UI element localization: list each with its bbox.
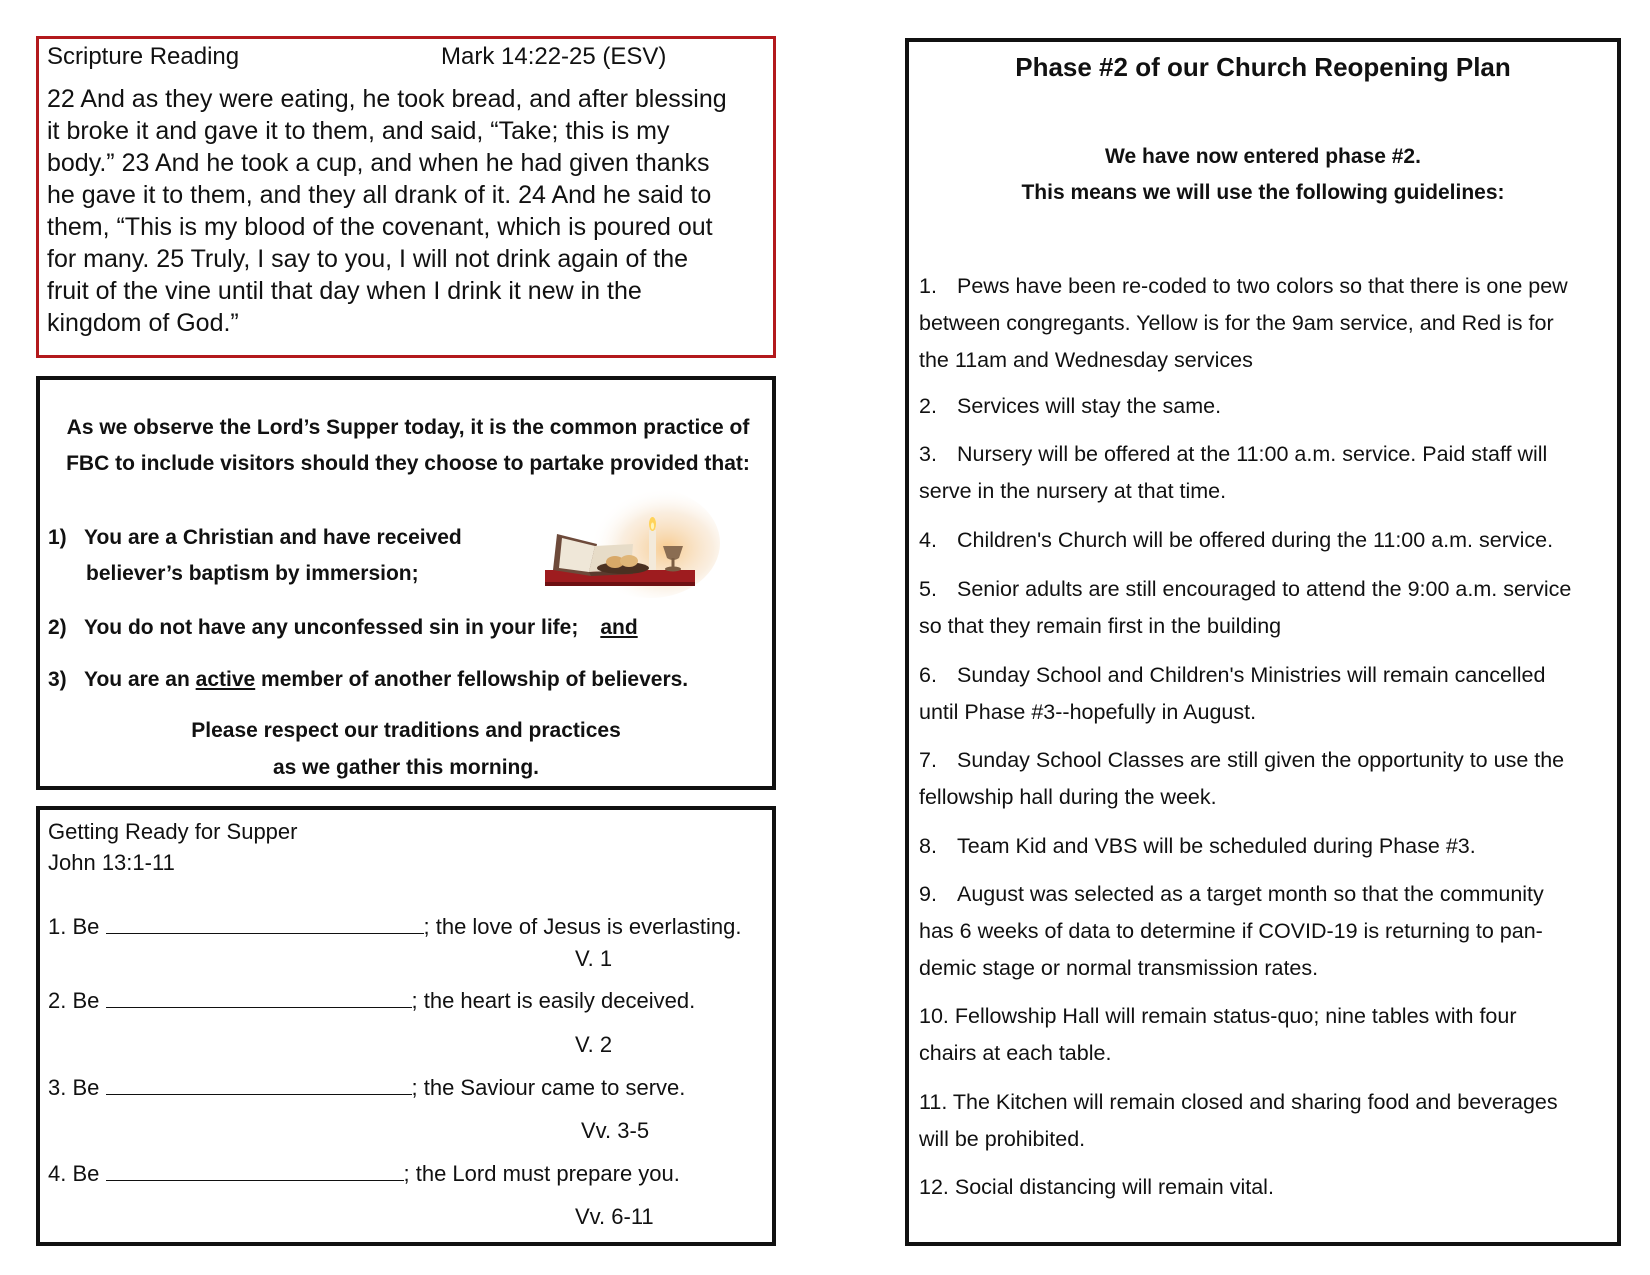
fill-in-prefix: 4. Be xyxy=(48,1161,100,1186)
condition-underlined-word: active xyxy=(195,668,256,691)
fill-in-suffix: ; the love of Jesus is everlasting. xyxy=(423,914,742,939)
condition-2 xyxy=(48,610,638,646)
scripture-line: it broke it and gave it to them, and said, “Take; this is my xyxy=(47,117,670,145)
reopening-plan-box xyxy=(905,38,1621,1246)
fill-in-prefix: 2. Be xyxy=(48,988,100,1013)
verse-reference: V. 1 xyxy=(575,946,613,971)
guideline-text: Sunday School Classes are still given the opportunity to use the xyxy=(957,748,1565,772)
scripture-line: he gave it to them, and they all drank of it. 24 And he said to xyxy=(47,181,712,209)
condition-text: member of another fellowship of believers. xyxy=(261,668,689,691)
fill-in-suffix: ; the heart is easily deceived. xyxy=(411,988,696,1013)
scripture-heading: Scripture Reading xyxy=(47,43,240,70)
guideline-text: demic stage or normal transmission rates. xyxy=(919,956,1319,980)
guideline-item xyxy=(919,657,1619,731)
scripture-line: kingdom of God.” xyxy=(47,309,239,337)
phase-entered-notice xyxy=(909,139,1617,211)
condition-text: You do not have any unconfessed sin in your life; xyxy=(84,616,579,639)
closing-line: Please respect our traditions and practices xyxy=(191,719,621,742)
scripture-reference: Mark 14:22-25 (ESV) xyxy=(441,43,667,70)
guideline-number: 5. xyxy=(919,577,937,601)
guideline-text: August was selected as a target month so that the community xyxy=(957,882,1544,906)
verse-reference: V. 2 xyxy=(575,1032,613,1057)
guideline-text: Services will stay the same. xyxy=(957,394,1222,418)
condition-number: 3) xyxy=(48,668,67,691)
guideline-item xyxy=(919,268,1619,379)
guideline-number: 2. xyxy=(919,394,937,418)
fill-in-suffix: ; the Saviour came to serve. xyxy=(411,1075,686,1100)
guideline-number: 1. xyxy=(919,274,937,298)
scripture-header xyxy=(47,43,765,77)
guideline-item xyxy=(919,742,1619,816)
fill-in-blank[interactable] xyxy=(106,989,412,1008)
guideline-item xyxy=(919,1169,1619,1206)
guideline-text: Nursery will be offered at the 11:00 a.m. service. Paid staff will xyxy=(957,442,1548,466)
guideline-text: serve in the nursery at that time. xyxy=(919,479,1227,503)
condition-text: believer’s baptism by immersion; xyxy=(86,562,419,585)
supper-intro-line: As we observe the Lord’s Supper today, it is the common practice of xyxy=(66,416,750,439)
guideline-text: Children's Church will be offered during the 11:00 a.m. service. xyxy=(957,528,1554,552)
communion-bread-cup-candle-icon xyxy=(545,488,720,598)
condition-1 xyxy=(48,520,462,592)
guideline-number: 11. xyxy=(919,1090,948,1114)
guideline-text: chairs at each table. xyxy=(919,1041,1112,1065)
reopening-plan-title: Phase #2 of our Church Reopening Plan xyxy=(1015,52,1511,82)
fill-in-blank[interactable] xyxy=(106,915,424,934)
notice-line: We have now entered phase #2. xyxy=(1105,145,1421,168)
guideline-text: Senior adults are still encouraged to attend the 9:00 a.m. service xyxy=(957,577,1572,601)
ready-title: Getting Ready for Supper xyxy=(48,819,298,844)
guideline-text: Social distancing will remain vital. xyxy=(954,1175,1274,1199)
guideline-number: 10. xyxy=(919,1004,949,1028)
scripture-line: 22 And as they were eating, he took bread, and after blessing xyxy=(47,85,727,113)
guideline-item xyxy=(919,1084,1619,1158)
guideline-item xyxy=(919,998,1619,1072)
guideline-number: 6. xyxy=(919,663,937,687)
condition-number: 2) xyxy=(48,616,67,639)
verse-reference: Vv. 6-11 xyxy=(575,1204,654,1229)
condition-text: You are a Christian and have received xyxy=(84,526,462,549)
fill-in-suffix: ; the Lord must prepare you. xyxy=(403,1161,680,1186)
fill-in-blank[interactable] xyxy=(106,1162,404,1181)
closing-line: as we gather this morning. xyxy=(272,756,540,779)
guideline-item xyxy=(919,436,1619,510)
scripture-text xyxy=(47,83,765,339)
condition-3 xyxy=(48,662,688,698)
guideline-number: 8. xyxy=(919,834,937,858)
lords-supper-box xyxy=(36,376,776,790)
guideline-text: the 11am and Wednesday services xyxy=(919,348,1253,372)
guideline-text: until Phase #3--hopefully in August. xyxy=(919,700,1257,724)
fill-in-prefix: 1. Be xyxy=(48,914,100,939)
guideline-text: fellowship hall during the week. xyxy=(919,785,1217,809)
supper-closing xyxy=(40,712,772,786)
scripture-line: fruit of the vine until that day when I drink it new in the xyxy=(47,277,642,305)
fill-in-prefix: 3. Be xyxy=(48,1075,100,1100)
fill-in-item-4 xyxy=(48,1161,680,1187)
fill-in-item-3 xyxy=(48,1075,685,1101)
scripture-line: for many. 25 Truly, I say to you, I will not drink again of the xyxy=(47,245,689,273)
scripture-reading-box xyxy=(36,36,776,358)
guideline-text: Team Kid and VBS will be scheduled during Phase #3. xyxy=(957,834,1476,858)
supper-intro-line: FBC to include visitors should they choose to partake provided that: xyxy=(66,452,750,475)
getting-ready-box xyxy=(36,806,776,1246)
guideline-text: Pews have been re-coded to two colors so that there is one pew xyxy=(957,274,1568,298)
condition-number: 1) xyxy=(48,526,67,549)
guideline-item xyxy=(919,571,1619,645)
scripture-line: them, “This is my blood of the covenant, which is poured out xyxy=(47,213,713,241)
guideline-number: 7. xyxy=(919,748,937,772)
guideline-number: 3. xyxy=(919,442,937,466)
condition-text: You are an xyxy=(84,668,190,691)
guideline-item xyxy=(919,522,1619,559)
scripture-line: body.” 23 And he took a cup, and when he had given thanks xyxy=(47,149,710,177)
guideline-number: 12. xyxy=(919,1175,949,1199)
guideline-text: between congregants. Yellow is for the 9am service, and Red is for xyxy=(919,311,1554,335)
guideline-text: will be prohibited. xyxy=(919,1127,1086,1151)
guideline-text: Fellowship Hall will remain status-quo; nine tables with four xyxy=(954,1004,1517,1028)
fill-in-item-2 xyxy=(48,988,695,1014)
supper-intro xyxy=(58,410,758,482)
fill-in-item-1 xyxy=(48,914,741,940)
guideline-item xyxy=(919,876,1619,987)
guideline-text: The Kitchen will remain closed and sharing food and beverages xyxy=(952,1090,1558,1114)
verse-reference: Vv. 3-5 xyxy=(581,1118,650,1143)
guideline-item xyxy=(919,388,1619,425)
guideline-number: 4. xyxy=(919,528,937,552)
ready-passage: John 13:1-11 xyxy=(48,850,175,875)
guideline-text: so that they remain first in the building xyxy=(919,614,1282,638)
guideline-number: 9. xyxy=(919,882,937,906)
fill-in-blank[interactable] xyxy=(106,1076,412,1095)
guideline-text: has 6 weeks of data to determine if COVID-19 is returning to pan- xyxy=(919,919,1543,943)
condition-emphasis: and xyxy=(600,616,638,639)
guideline-text: Sunday School and Children's Ministries will remain cancelled xyxy=(957,663,1546,687)
guideline-item xyxy=(919,828,1619,865)
notice-line: This means we will use the following guidelines: xyxy=(1021,181,1505,204)
